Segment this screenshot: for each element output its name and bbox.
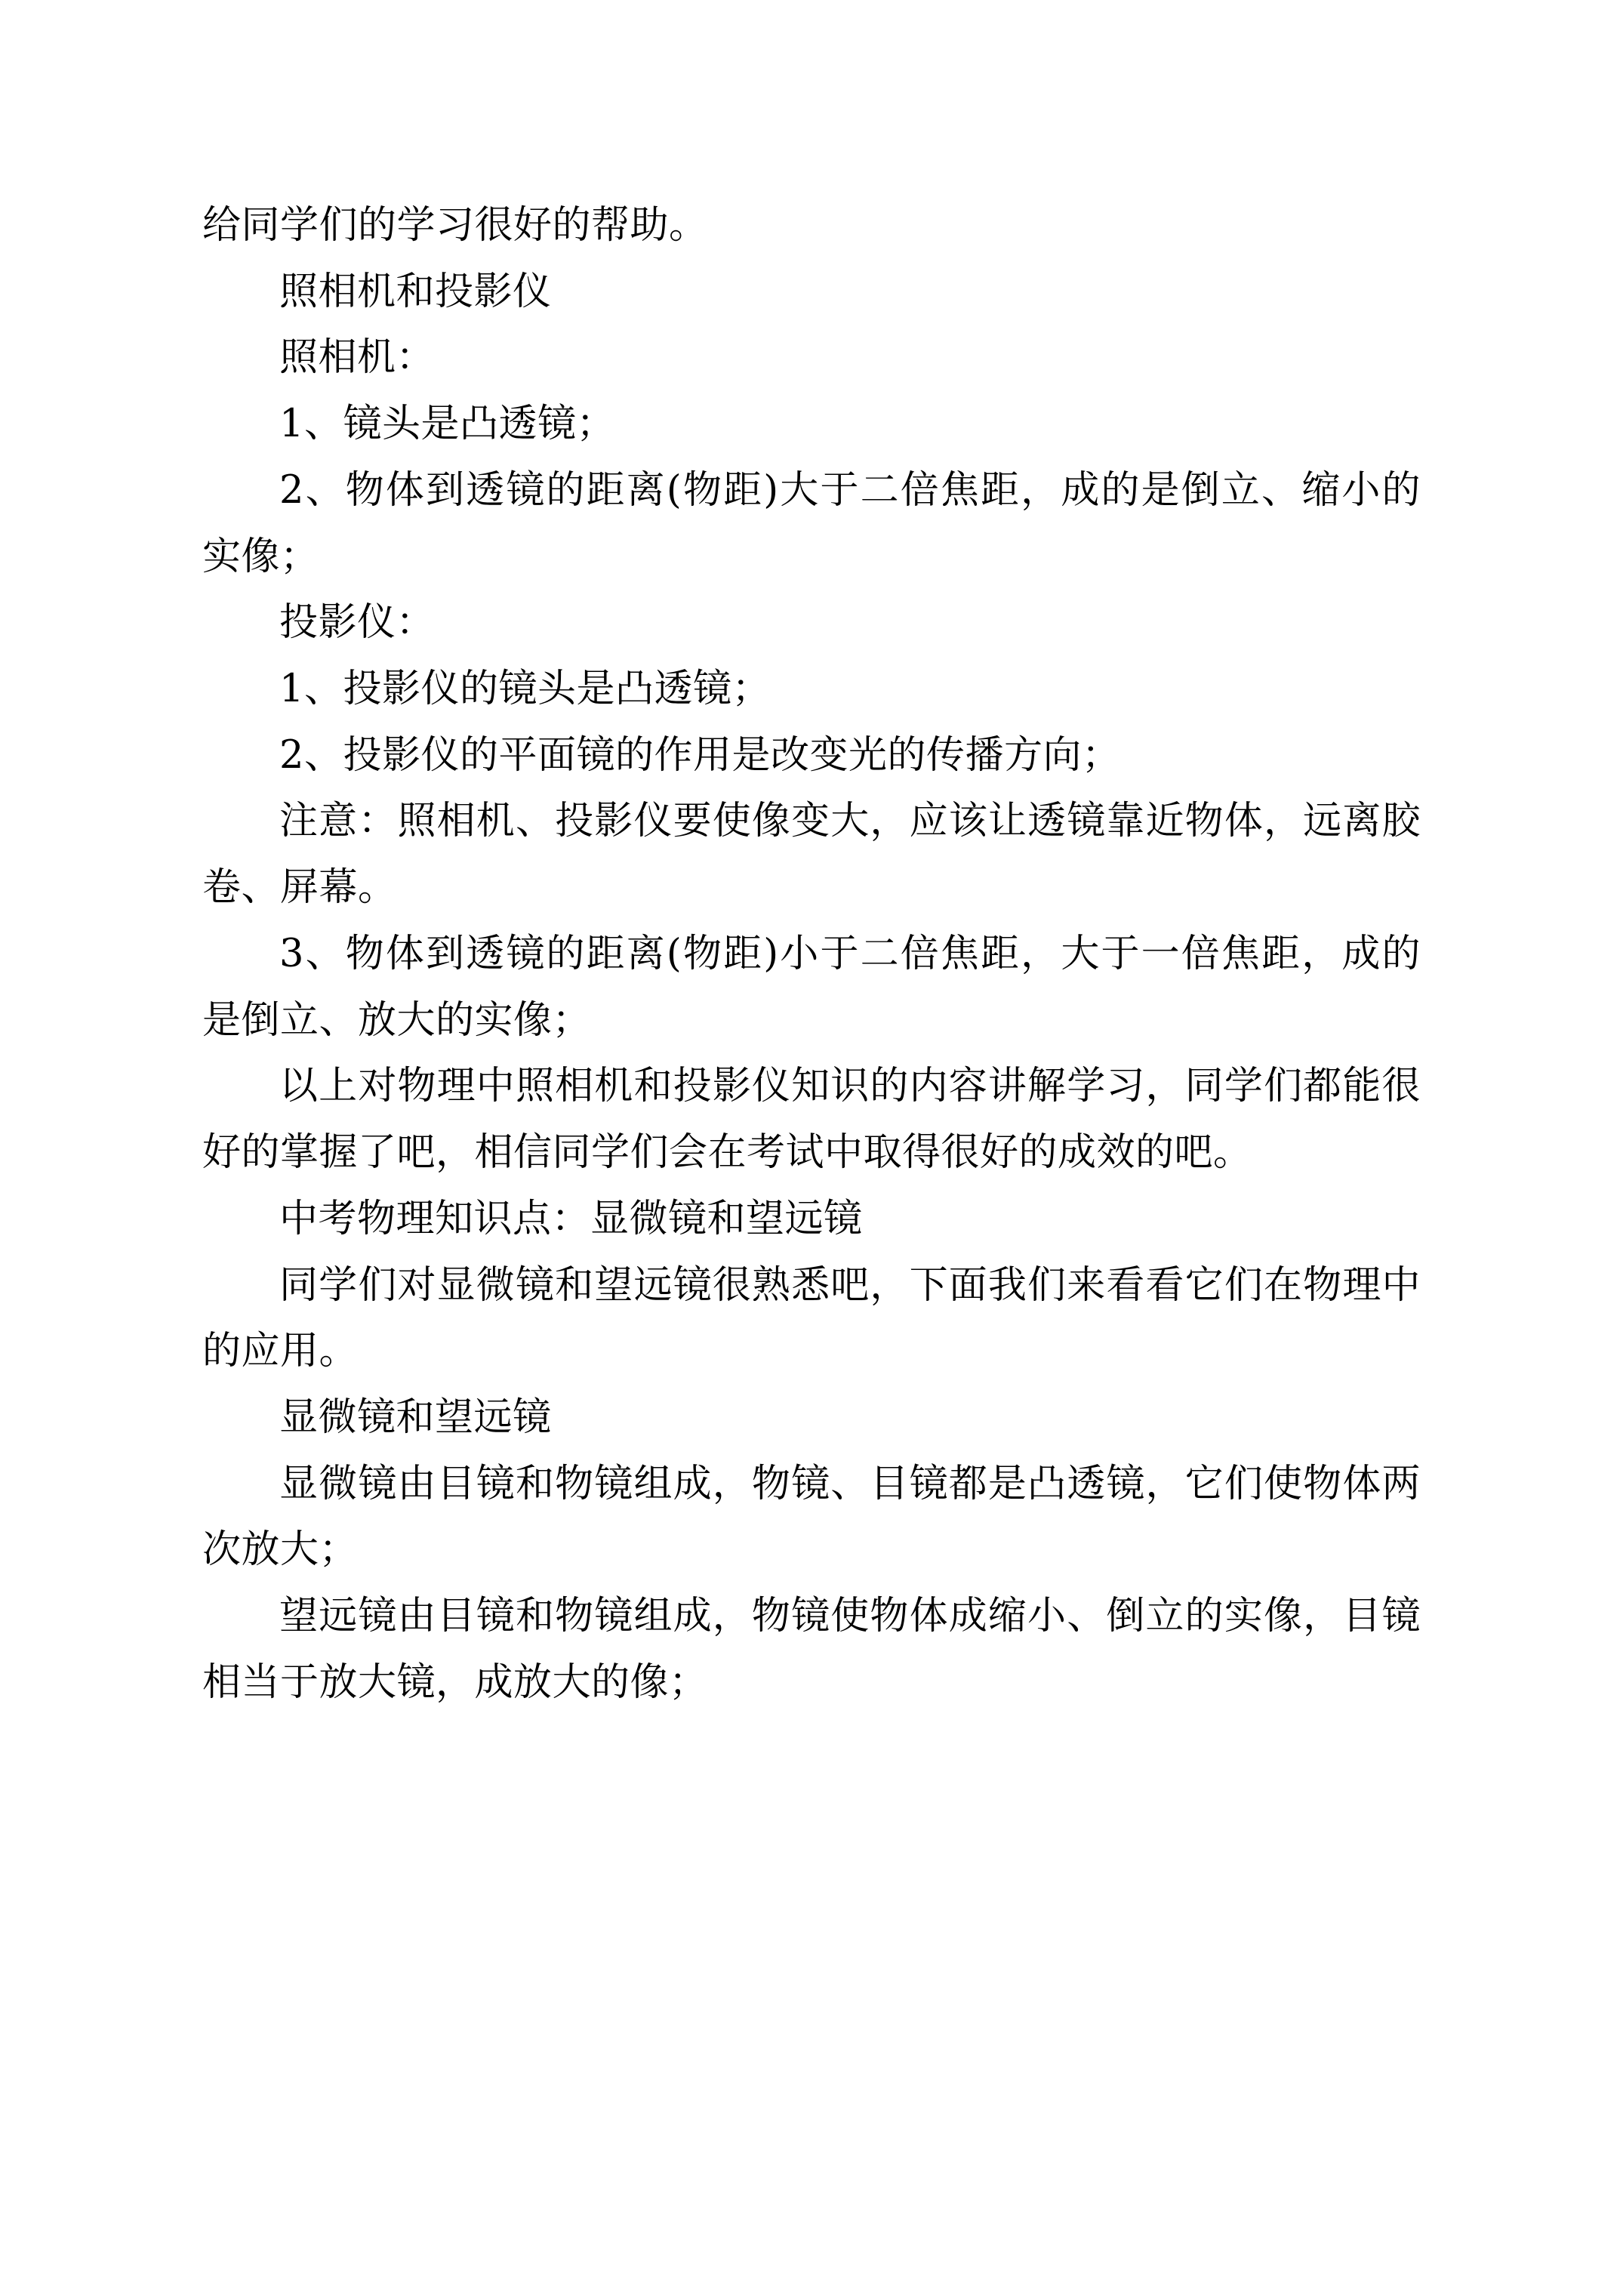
paragraph: 给同学们的学习很好的帮助。: [202, 203, 708, 248]
paragraph: 中考物理知识点：显微镜和望远镜: [279, 1196, 863, 1241]
paragraph: 以上对物理中照相机和投影仪知识的内容讲解学习，同学们都能很好的掌握了吧，相信同学们会在考试中取得很好的成效的吧。: [202, 1064, 1421, 1176]
paragraph: 显微镜和望远镜: [279, 1395, 552, 1440]
paragraph: 3、物体到透镜的距离(物距)小于二倍焦距，大于一倍焦距，成的是倒立、放大的实像；: [202, 931, 1421, 1043]
paragraph: 照相机：: [279, 335, 436, 381]
document-body: [202, 193, 1421, 1716]
paragraph: 照相机和投影仪: [279, 269, 552, 314]
paragraph: 注意：照相机、投影仪要使像变大，应该让透镜靠近物体，远离胶卷、屏幕。: [202, 799, 1421, 911]
paragraph: 1、投影仪的镜头是凸透镜；: [279, 667, 771, 712]
paragraph: 投影仪：: [279, 600, 436, 646]
paragraph: 1、镜头是凸透镜；: [279, 402, 615, 447]
paragraph: 显微镜由目镜和物镜组成，物镜、目镜都是凸透镜，它们使物体两次放大；: [202, 1461, 1421, 1573]
paragraph: 2、投影仪的平面镜的作用是改变光的传播方向；: [279, 732, 1121, 778]
paragraph: 望远镜由目镜和物镜组成，物镜使物体成缩小、倒立的实像，目镜相当于放大镜，成放大的像；: [202, 1594, 1421, 1705]
paragraph: 2、物体到透镜的距离(物距)大于二倍焦距，成的是倒立、缩小的实像；: [202, 467, 1421, 579]
paragraph: 同学们对显微镜和望远镜很熟悉吧，下面我们来看看它们在物理中的应用。: [202, 1262, 1421, 1374]
